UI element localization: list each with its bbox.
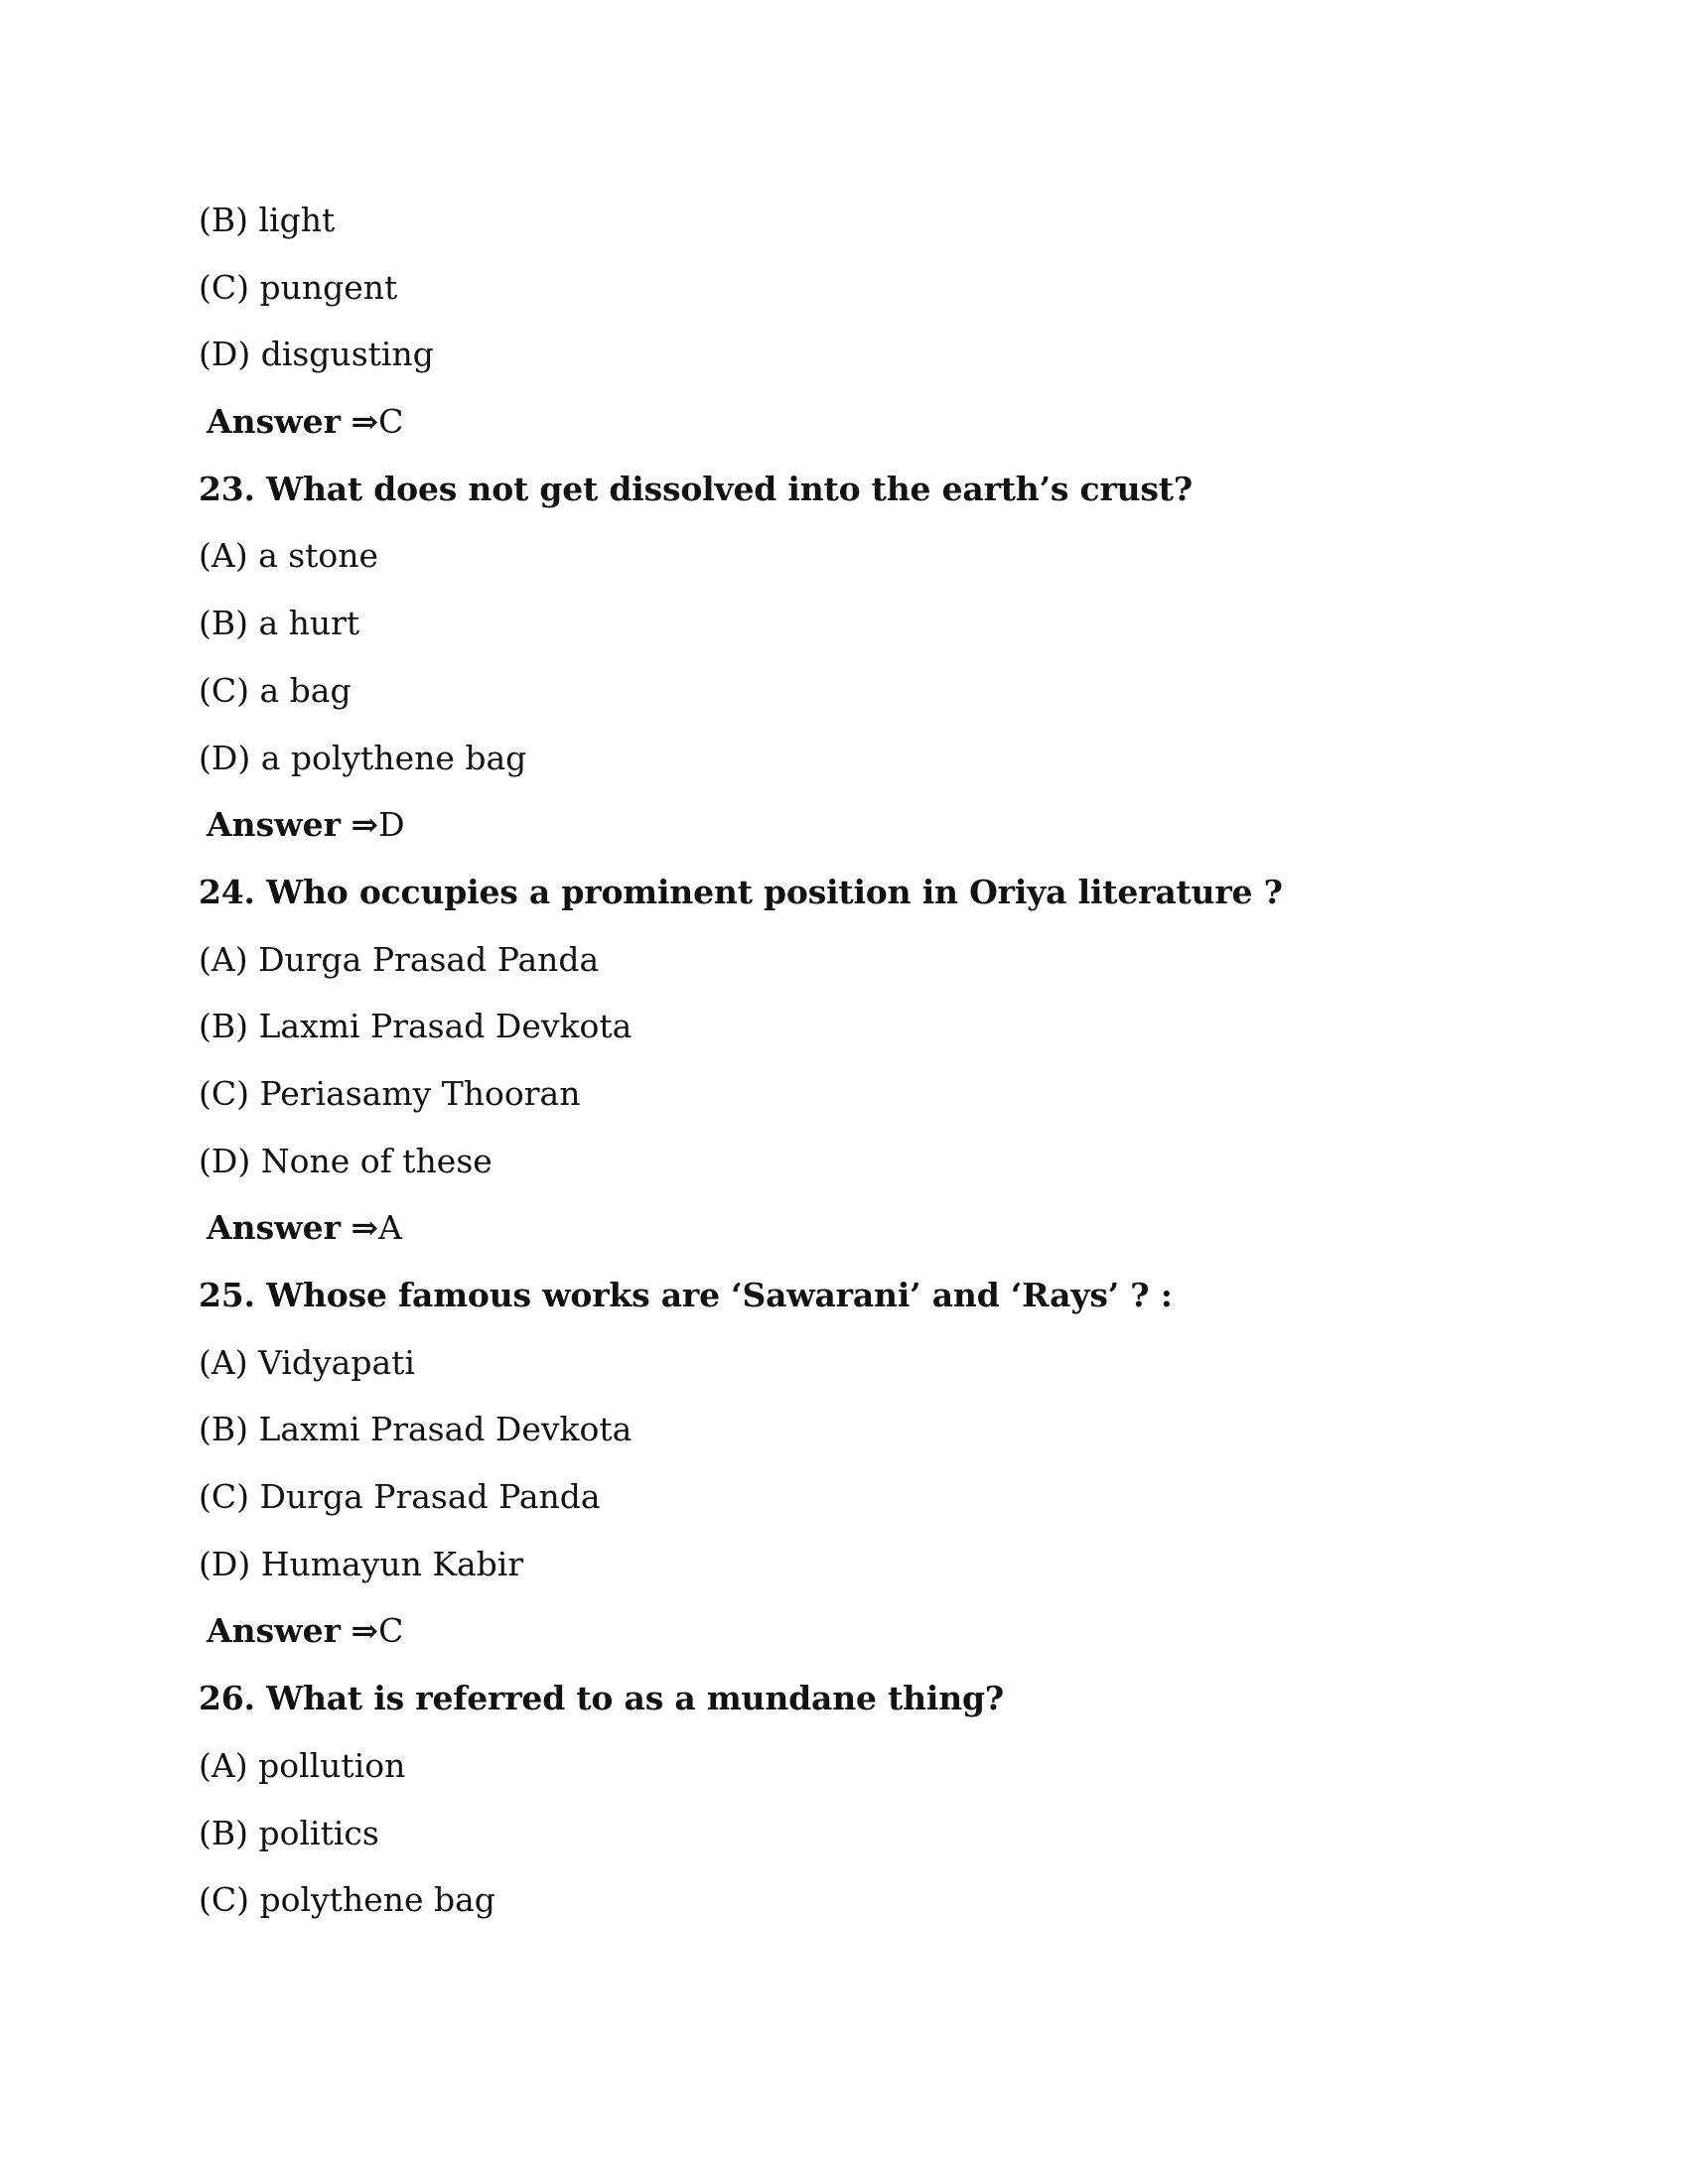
answer-letter: D bbox=[378, 805, 405, 845]
q25-option-c: (C) Durga Prasad Panda bbox=[199, 1477, 601, 1517]
answer-letter: C bbox=[378, 1611, 404, 1651]
q26-option-a: (A) pollution bbox=[199, 1745, 406, 1785]
answer-label: Answer bbox=[207, 1208, 341, 1248]
arrow-icon: ⇒ bbox=[351, 402, 379, 442]
arrow-icon: ⇒ bbox=[351, 1208, 379, 1248]
q23-option-d: (D) a polythene bag bbox=[199, 738, 527, 777]
q24-option-d: (D) None of these bbox=[199, 1141, 492, 1180]
q24-option-b: (B) Laxmi Prasad Devkota bbox=[199, 1007, 633, 1046]
answer-letter: C bbox=[378, 402, 404, 442]
q24-option-c: (C) Periasamy Thooran bbox=[199, 1073, 581, 1113]
option-b-light: (B) light bbox=[199, 201, 336, 239]
option-c-pungent: (C) pungent bbox=[199, 267, 398, 307]
answer-q23 bbox=[199, 801, 1489, 869]
answer-label: Answer bbox=[207, 1611, 341, 1651]
document-page bbox=[199, 197, 1489, 1944]
answer-q24 bbox=[199, 1204, 1489, 1272]
arrow-icon: ⇒ bbox=[351, 1611, 379, 1651]
question-25: 25. Whose famous works are ‘Sawarani’ and ‘Rays’ ? : bbox=[199, 1276, 1173, 1314]
q26-option-c: (C) polythene bag bbox=[199, 1880, 495, 1920]
q26-option-b: (B) politics bbox=[199, 1813, 379, 1852]
answer-letter: A bbox=[378, 1208, 402, 1248]
question-23: 23. What does not get dissolved into the earth’s crust? bbox=[199, 469, 1193, 508]
q23-option-a: (A) a stone bbox=[199, 536, 379, 576]
q24-option-a: (A) Durga Prasad Panda bbox=[199, 939, 600, 979]
q25-option-a: (A) Vidyapati bbox=[199, 1342, 415, 1382]
answer-q25 bbox=[199, 1607, 1489, 1675]
question-24: 24. Who occupies a prominent position in Oriya literature ? bbox=[199, 872, 1283, 911]
answer-label: Answer bbox=[207, 805, 341, 845]
arrow-icon: ⇒ bbox=[351, 805, 379, 845]
option-d-disgusting: (D) disgusting bbox=[199, 335, 434, 374]
q23-option-c: (C) a bag bbox=[199, 670, 352, 710]
answer-label: Answer bbox=[207, 402, 341, 442]
q23-option-b: (B) a hurt bbox=[199, 604, 360, 643]
q25-option-d: (D) Humayun Kabir bbox=[199, 1544, 524, 1583]
q25-option-b: (B) Laxmi Prasad Devkota bbox=[199, 1410, 633, 1449]
question-26: 26. What is referred to as a mundane thing? bbox=[199, 1679, 1005, 1718]
answer-q22 bbox=[199, 398, 1489, 466]
